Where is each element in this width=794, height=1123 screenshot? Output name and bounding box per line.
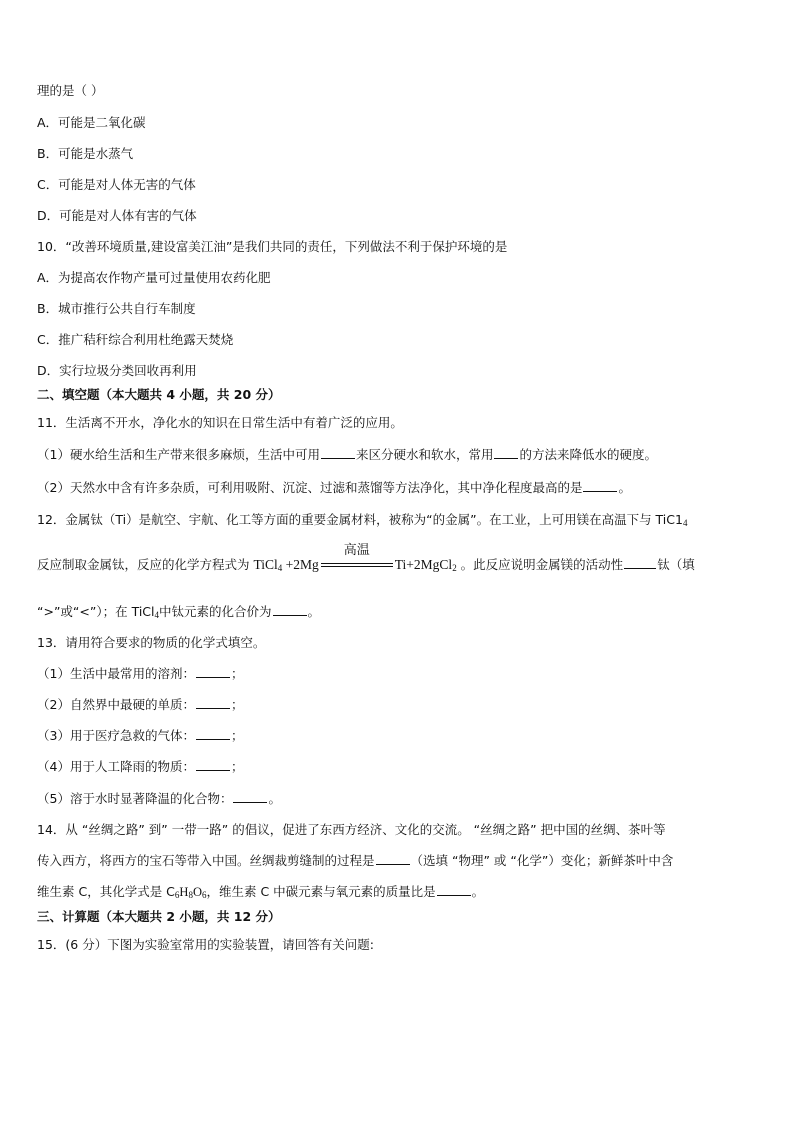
q14-line3 [37, 883, 484, 904]
q15-stem: 15．(6 分）下图为实验室常用的实验装置，请回答有关问题: [37, 937, 374, 952]
q12-stem-text: 12．金属钛（Ti）是航空、宇航、化工等方面的重要金属材料，被称为“的金属”。在工业，上可用镁在高温下与 TiC1 [37, 512, 683, 527]
answer-blank[interactable] [273, 603, 307, 616]
q13-part5 [37, 790, 281, 808]
q13-part1-text: （1）生活中最常用的溶剂： [37, 666, 195, 681]
q12-equation-line [37, 542, 695, 577]
q9-option-b: B．可能是水蒸气 [37, 146, 134, 161]
formula-part: O [192, 885, 202, 899]
q12-cont-text-b: 中钛元素的化合价为 [159, 604, 272, 619]
q13-part1 [37, 665, 243, 683]
q14-line3-text-c: 。 [471, 884, 485, 899]
reaction-condition: 高温 [343, 542, 370, 558]
q11-part2-text-a: （2）天然水中含有许多杂质，可利用吸附、沉淀、过滤和蒸馏等方法净化，其中净化程度最高的是 [37, 480, 583, 495]
q13-part5-text: （5）溶于水时显著降温的化合物： [37, 791, 233, 806]
q13-part3-text: （3）用于医疗急救的气体： [37, 728, 195, 743]
subscript: 6 [201, 890, 207, 900]
q11-part2 [37, 479, 631, 497]
eq-reactant-mg: +2Mg [282, 557, 319, 572]
subscript: 4 [682, 518, 688, 528]
punct: ； [230, 759, 244, 774]
formula-part: H [179, 885, 189, 899]
q13-part2-text: （2）自然界中最硬的单质： [37, 697, 195, 712]
q13-part2 [37, 696, 243, 714]
q14-line2-text-a: 传入西方，将西方的宝石等带入中国。丝绸裁剪缝制的过程是 [37, 853, 375, 868]
q13-part4 [37, 758, 243, 776]
q12-equation-tail: 。此反应说明金属镁的活动性 [460, 557, 624, 572]
q12-stem [37, 511, 687, 532]
answer-blank[interactable] [196, 758, 230, 771]
q12-cont-text-c: 。 [307, 604, 321, 619]
subscript: 8 [188, 890, 193, 900]
punct: ； [230, 666, 244, 681]
answer-blank[interactable] [437, 883, 471, 896]
q9-option-c: C．可能是对人体无害的气体 [37, 177, 196, 192]
section-calculation-heading: 三、计算题（本大题共 2 小题，共 12 分） [37, 909, 281, 924]
answer-blank[interactable] [321, 446, 355, 459]
q9-option-d: D．可能是对人体有害的气体 [37, 208, 197, 223]
q12-equation-tail-b: 钛（填 [657, 557, 695, 572]
q14-line3-text-b: ，维生素 C 中碳元素与氧元素的质量比是 [206, 884, 436, 899]
q11-part1-text-b: 来区分硬水和软水，常用 [355, 447, 494, 462]
q10-option-b: B．城市推行公共自行车制度 [37, 301, 196, 316]
q14-stem: 14．从 “丝绸之路” 到” 一带一路” 的倡议，促进了东西方经济、文化的交流。 “丝绸之路” 把中国的丝绸、茶叶等 [37, 822, 666, 837]
q12-continued [37, 603, 320, 624]
answer-blank[interactable] [494, 446, 518, 459]
eq-reactant-ticl4: TiCl [253, 557, 278, 572]
q11-stem: 11．生活离不开水，净化水的知识在日常生活中有着广泛的应用。 [37, 415, 403, 430]
q9-stem-end: 理的是（ ） [37, 83, 104, 98]
q10-stem: 10．“改善环境质量,建设富美江油”是我们共同的责任，下列做法不利于保护环境的是 [37, 239, 508, 254]
subscript: 4 [154, 610, 159, 620]
subscript: 2 [452, 563, 457, 573]
q9-option-a: A．可能是二氧化碳 [37, 115, 146, 130]
q10-option-a: A．为提高农作物产量可过量使用农药化肥 [37, 270, 271, 285]
eq-products: Ti+2MgCl [394, 557, 453, 572]
answer-blank[interactable] [233, 790, 267, 803]
punct: ； [230, 728, 244, 743]
answer-blank[interactable] [376, 852, 410, 865]
answer-blank[interactable] [583, 479, 617, 492]
section-fill-in-heading: 二、填空题（本大题共 4 小题，共 20 分） [37, 387, 281, 402]
q11-part1-text-a: （1）硬水给生活和生产带来很多麻烦，生活中可用 [37, 447, 320, 462]
reaction-arrow [321, 542, 393, 571]
answer-blank[interactable] [196, 696, 230, 709]
punct: 。 [268, 791, 281, 806]
q11-part2-text-b: 。 [618, 480, 631, 495]
q14-line3-text-a: 维生素 C，其化学式是 C [37, 884, 175, 899]
q14-line2-text-b: （选填 “物理” 或 “化学”）变化；新鲜茶叶中含 [410, 853, 674, 868]
chemical-equation [253, 542, 457, 577]
q13-part3 [37, 727, 243, 745]
q10-option-d: D．实行垃圾分类回收再利用 [37, 363, 197, 378]
answer-blank[interactable] [624, 556, 656, 569]
answer-blank[interactable] [196, 665, 230, 678]
subscript: 4 [277, 563, 283, 573]
q12-cont-text-a: “>”或“<”）；在 TiCl [37, 604, 155, 619]
q11-part1-text-c: 的方法来降低水的硬度。 [519, 447, 657, 462]
answer-blank[interactable] [196, 727, 230, 740]
punct: ； [230, 697, 244, 712]
q14-line2 [37, 852, 673, 870]
q13-part4-text: （4）用于人工降雨的物质： [37, 759, 195, 774]
subscript: 6 [174, 890, 180, 900]
q13-stem: 13．请用符合要求的物质的化学式填空。 [37, 635, 266, 650]
q12-equation-intro: 反应制取金属钛，反应的化学方程式为 [37, 557, 250, 572]
q10-option-c: C．推广秸秆综合利用杜绝露天焚烧 [37, 332, 234, 347]
q11-part1 [37, 446, 657, 464]
